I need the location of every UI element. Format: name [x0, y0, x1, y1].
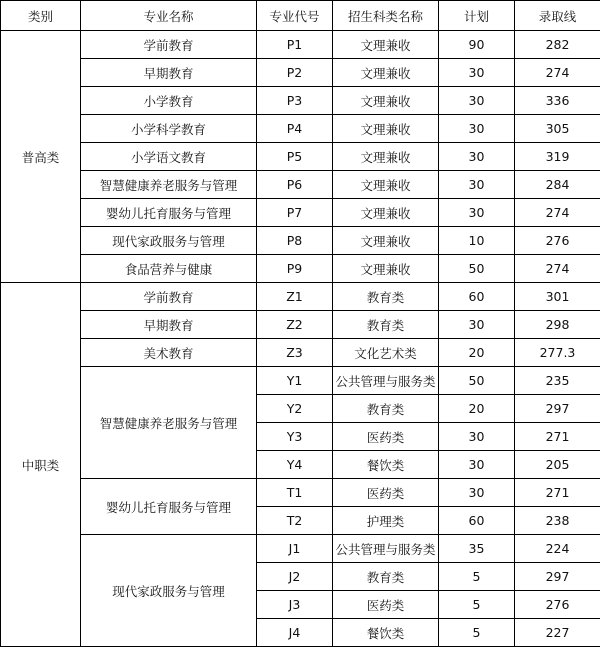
major-code-cell: P4 [257, 115, 333, 143]
cutoff-score-cell: 227 [515, 619, 600, 647]
cutoff-score-cell: 238 [515, 507, 600, 535]
major-name-cell: 小学语文教育 [81, 143, 257, 171]
major-code-cell: Y1 [257, 367, 333, 395]
subject-category-cell: 文理兼收 [333, 171, 439, 199]
major-code-cell: J1 [257, 535, 333, 563]
plan-cell: 30 [439, 199, 515, 227]
plan-cell: 30 [439, 171, 515, 199]
major-name-cell: 现代家政服务与管理 [81, 535, 257, 647]
major-code-cell: J4 [257, 619, 333, 647]
plan-cell: 5 [439, 563, 515, 591]
plan-cell: 50 [439, 367, 515, 395]
major-name-cell: 学前教育 [81, 283, 257, 311]
cutoff-score-cell: 319 [515, 143, 600, 171]
major-code-cell: Z2 [257, 311, 333, 339]
plan-cell: 30 [439, 311, 515, 339]
subject-category-cell: 文理兼收 [333, 199, 439, 227]
subject-category-cell: 教育类 [333, 563, 439, 591]
plan-cell: 60 [439, 507, 515, 535]
subject-category-cell: 文化艺术类 [333, 339, 439, 367]
table-row [1, 143, 600, 171]
subject-category-cell: 文理兼收 [333, 87, 439, 115]
cutoff-score-cell: 235 [515, 367, 600, 395]
plan-cell: 5 [439, 619, 515, 647]
cutoff-score-cell: 276 [515, 227, 600, 255]
subject-category-cell: 公共管理与服务类 [333, 535, 439, 563]
major-code-cell: T1 [257, 479, 333, 507]
major-name-cell: 婴幼儿托育服务与管理 [81, 199, 257, 227]
plan-cell: 30 [439, 479, 515, 507]
table-body [1, 31, 600, 647]
cutoff-score-cell: 298 [515, 311, 600, 339]
subject-category-cell: 医药类 [333, 591, 439, 619]
plan-cell: 20 [439, 395, 515, 423]
plan-cell: 30 [439, 451, 515, 479]
major-code-cell: P5 [257, 143, 333, 171]
plan-cell: 5 [439, 591, 515, 619]
cutoff-score-cell: 297 [515, 563, 600, 591]
header-major: 专业名称 [81, 1, 257, 31]
subject-category-cell: 餐饮类 [333, 619, 439, 647]
table-row [1, 171, 600, 199]
major-code-cell: Y4 [257, 451, 333, 479]
plan-cell: 50 [439, 255, 515, 283]
major-name-cell: 学前教育 [81, 31, 257, 59]
major-code-cell: J2 [257, 563, 333, 591]
cutoff-score-cell: 284 [515, 171, 600, 199]
major-code-cell: P1 [257, 31, 333, 59]
major-code-cell: P2 [257, 59, 333, 87]
subject-category-cell: 教育类 [333, 311, 439, 339]
table-row [1, 367, 600, 395]
subject-category-cell: 文理兼收 [333, 115, 439, 143]
cutoff-score-cell: 271 [515, 423, 600, 451]
subject-category-cell: 文理兼收 [333, 31, 439, 59]
cutoff-score-cell: 224 [515, 535, 600, 563]
major-name-cell: 婴幼儿托育服务与管理 [81, 479, 257, 535]
cutoff-score-cell: 277.3 [515, 339, 600, 367]
major-name-cell: 小学教育 [81, 87, 257, 115]
cutoff-score-cell: 274 [515, 199, 600, 227]
major-code-cell: T2 [257, 507, 333, 535]
table-row [1, 199, 600, 227]
subject-category-cell: 教育类 [333, 283, 439, 311]
header-category: 类别 [1, 1, 81, 31]
major-code-cell: Z3 [257, 339, 333, 367]
major-code-cell: P9 [257, 255, 333, 283]
plan-cell: 30 [439, 143, 515, 171]
plan-cell: 35 [439, 535, 515, 563]
major-code-cell: J3 [257, 591, 333, 619]
cutoff-score-cell: 271 [515, 479, 600, 507]
plan-cell: 30 [439, 87, 515, 115]
cutoff-score-cell: 205 [515, 451, 600, 479]
major-code-cell: P8 [257, 227, 333, 255]
plan-cell: 30 [439, 59, 515, 87]
subject-category-cell: 医药类 [333, 479, 439, 507]
cutoff-score-cell: 336 [515, 87, 600, 115]
subject-category-cell: 文理兼收 [333, 59, 439, 87]
plan-cell: 20 [439, 339, 515, 367]
major-code-cell: P6 [257, 171, 333, 199]
table-row [1, 479, 600, 507]
cutoff-score-cell: 301 [515, 283, 600, 311]
cutoff-score-cell: 305 [515, 115, 600, 143]
table-row [1, 87, 600, 115]
major-code-cell: Z1 [257, 283, 333, 311]
table-row [1, 227, 600, 255]
header-subject: 招生科类名称 [333, 1, 439, 31]
cutoff-score-cell: 297 [515, 395, 600, 423]
subject-category-cell: 教育类 [333, 395, 439, 423]
major-name-cell: 早期教育 [81, 59, 257, 87]
subject-category-cell: 文理兼收 [333, 227, 439, 255]
plan-cell: 90 [439, 31, 515, 59]
table-row [1, 115, 600, 143]
plan-cell: 60 [439, 283, 515, 311]
header-code: 专业代号 [257, 1, 333, 31]
major-name-cell: 美术教育 [81, 339, 257, 367]
major-name-cell: 现代家政服务与管理 [81, 227, 257, 255]
header-score: 录取线 [515, 1, 600, 31]
major-code-cell: P3 [257, 87, 333, 115]
cutoff-score-cell: 274 [515, 255, 600, 283]
major-name-cell: 小学科学教育 [81, 115, 257, 143]
table-row [1, 59, 600, 87]
major-name-cell: 食品营养与健康 [81, 255, 257, 283]
plan-cell: 30 [439, 423, 515, 451]
major-name-cell: 智慧健康养老服务与管理 [81, 367, 257, 479]
major-code-cell: Y3 [257, 423, 333, 451]
subject-category-cell: 医药类 [333, 423, 439, 451]
cutoff-score-cell: 282 [515, 31, 600, 59]
subject-category-cell: 公共管理与服务类 [333, 367, 439, 395]
table-row [1, 283, 600, 311]
category-cell: 中职类 [1, 283, 81, 647]
table-row [1, 311, 600, 339]
table-row [1, 255, 600, 283]
major-name-cell: 早期教育 [81, 311, 257, 339]
header-plan: 计划 [439, 1, 515, 31]
cutoff-score-cell: 274 [515, 59, 600, 87]
subject-category-cell: 文理兼收 [333, 143, 439, 171]
plan-cell: 30 [439, 115, 515, 143]
major-code-cell: P7 [257, 199, 333, 227]
subject-category-cell: 餐饮类 [333, 451, 439, 479]
major-code-cell: Y2 [257, 395, 333, 423]
plan-cell: 10 [439, 227, 515, 255]
header-row [1, 1, 600, 31]
cutoff-score-cell: 276 [515, 591, 600, 619]
table-row [1, 31, 600, 59]
major-name-cell: 智慧健康养老服务与管理 [81, 171, 257, 199]
table-row [1, 339, 600, 367]
subject-category-cell: 文理兼收 [333, 255, 439, 283]
category-cell: 普高类 [1, 31, 81, 283]
subject-category-cell: 护理类 [333, 507, 439, 535]
table-row [1, 535, 600, 563]
